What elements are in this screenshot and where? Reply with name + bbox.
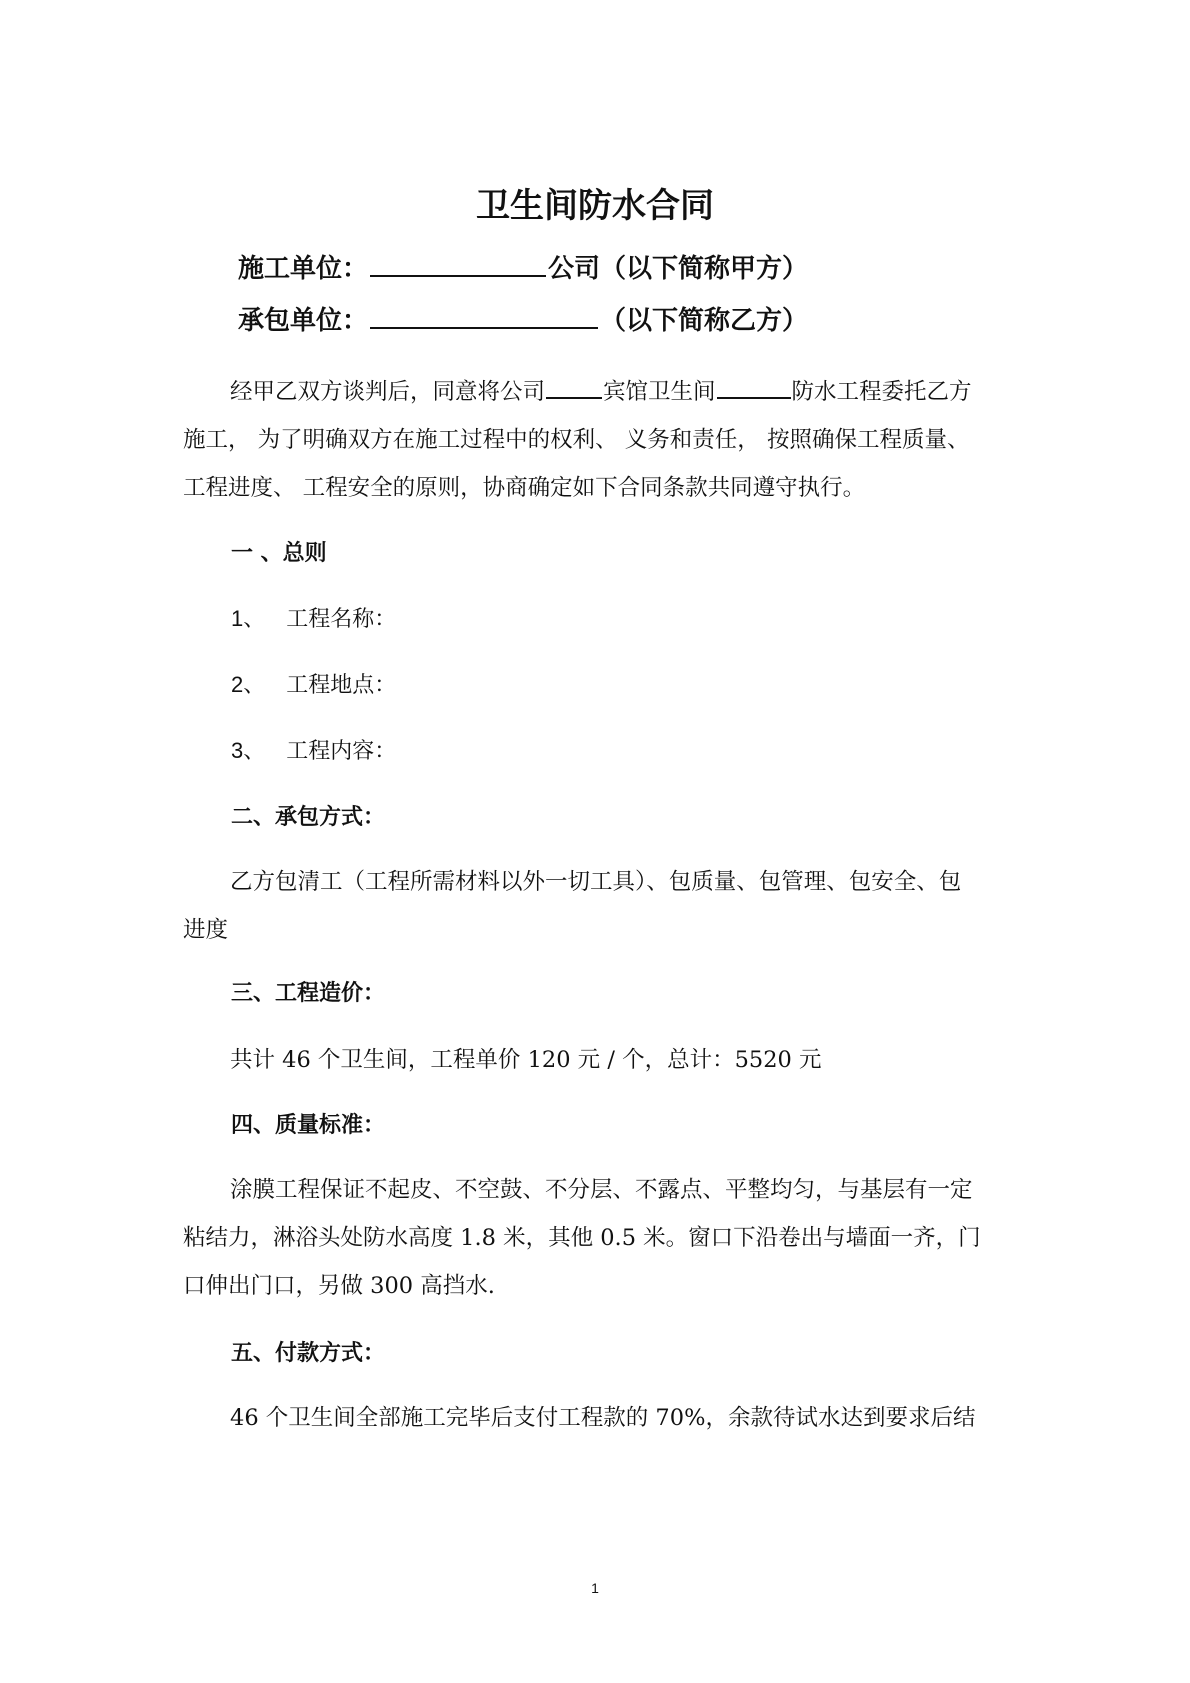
project-blank xyxy=(717,379,791,399)
intro-line-3: 工程进度、 工程安全的原则，协商确定如下合同条款共同遵守执行。 xyxy=(183,475,866,501)
page-number: 1 xyxy=(591,1580,599,1596)
document-title: 卫生间防水合同 xyxy=(476,186,714,226)
list-item xyxy=(231,734,396,765)
section-2-line-1: 乙方包清工（工程所需材料以外一切工具）、包质量、包管理、包安全、包 xyxy=(230,869,962,895)
list-item xyxy=(231,602,396,633)
subcontractor-label: 承包单位： xyxy=(238,306,369,336)
section-2-line-2: 进度 xyxy=(183,917,229,943)
item-text: 工程名称： xyxy=(286,607,397,632)
item-text: 工程地点： xyxy=(286,673,397,698)
section-4-heading: 四、质量标准： xyxy=(231,1113,386,1138)
section-4-line-1: 涂膜工程保证不起皮、不空鼓、不分层、不露点、平整均匀，与基层有一定 xyxy=(230,1177,973,1203)
section-4-line-2: 粘结力，淋浴头处防水高度 1.8 米，其他 0.5 米。窗口下沿卷出与墙面一齐，门 xyxy=(183,1225,981,1251)
section-4-line-3: 口伸出门口，另做 300 高挡水. xyxy=(183,1273,495,1299)
contractor-blank xyxy=(370,253,546,277)
item-number: 2、 xyxy=(231,672,266,697)
section-2-heading: 二、承包方式： xyxy=(231,805,386,830)
section-5-line-1: 46 个卫生间全部施工完毕后支付工程款的 70%，余款待试水达到要求后结 xyxy=(230,1405,976,1431)
subcontractor-line xyxy=(238,300,808,337)
contractor-label: 施工单位： xyxy=(238,254,369,284)
contractor-line xyxy=(238,248,808,285)
item-number: 3、 xyxy=(231,738,266,763)
subcontractor-blank xyxy=(370,305,598,329)
subcontractor-suffix: （以下简称乙方） xyxy=(600,306,809,336)
contractor-suffix: 公司（以下简称甲方） xyxy=(548,254,809,284)
intro-line-1 xyxy=(230,374,972,406)
intro-line-2: 施工， 为了明确双方在施工过程中的权利、 义务和责任， 按照确保工程质量、 xyxy=(183,427,970,453)
section-5-heading: 五、付款方式： xyxy=(231,1341,386,1366)
intro-text-c: 防水工程委托乙方 xyxy=(791,379,972,405)
intro-text-b: 宾馆卫生间 xyxy=(603,379,716,405)
section-3-heading: 三、工程造价： xyxy=(231,981,386,1006)
hotel-blank xyxy=(546,379,602,399)
section-3-text: 共计 46 个卫生间，工程单价 120 元 / 个，总计：5520 元 xyxy=(230,1047,822,1073)
section-1-heading: 一 、总则 xyxy=(231,541,327,566)
intro-text-a: 经甲乙双方谈判后，同意将公司 xyxy=(230,379,546,405)
list-item xyxy=(231,668,396,699)
item-text: 工程内容： xyxy=(286,739,397,764)
item-number: 1、 xyxy=(231,606,266,631)
